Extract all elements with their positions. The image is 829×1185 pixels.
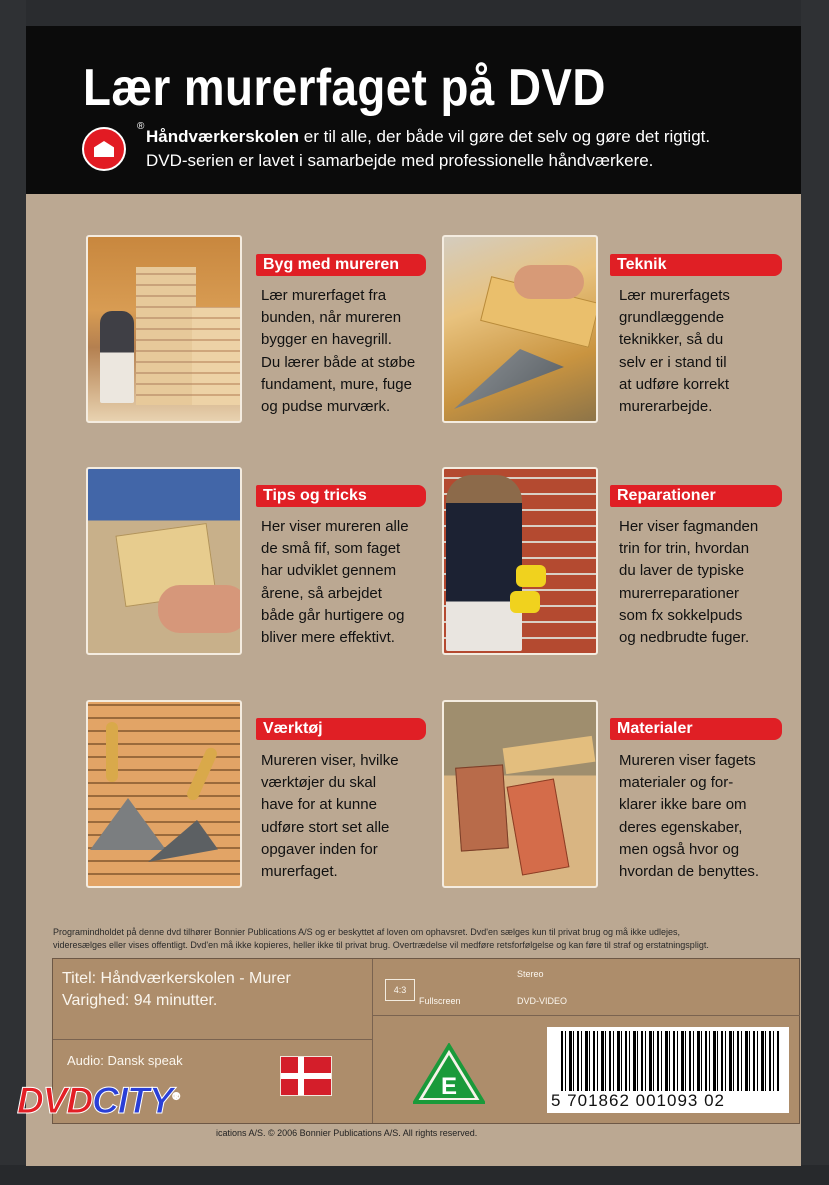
panel-title: Tips og tricks — [256, 485, 426, 507]
panel-description — [261, 285, 415, 418]
legal-line: Programindholdet på denne dvd tilhører Bonnier Publications A/S og er beskyttet af loven om ophavsret. Dvd'en sælges kun til privat brug og må ikke udlejes, — [53, 927, 681, 937]
panel-title: Teknik — [610, 254, 782, 276]
desc-line: bygger en havegrill. — [261, 331, 392, 349]
desc-line: teknikker, så du — [619, 331, 724, 349]
desc-line: som fx sokkelpuds — [619, 606, 743, 624]
panel-title: Byg med mureren — [256, 254, 426, 276]
desc-line: Mureren viser fagets — [619, 752, 756, 769]
desc-line: deres egenskaber, — [619, 818, 743, 836]
desc-line: årene, så arbejdet — [261, 584, 382, 602]
panel-description — [261, 750, 399, 883]
rating-e-icon — [413, 1043, 485, 1105]
panel-title: Reparationer — [610, 485, 782, 507]
case-left-edge — [0, 0, 26, 1185]
desc-line: har udviklet gennem — [261, 562, 397, 580]
desc-line: trin for trin, hvordan — [619, 540, 750, 558]
tagline-2: DVD-serien er lavet i samarbejde med professionelle håndværkere. — [146, 151, 654, 170]
watermark-part2: CITY — [92, 1080, 173, 1121]
case-right-edge — [801, 0, 829, 1185]
desc-line: men også hvor og — [619, 840, 740, 858]
photo-materials — [442, 700, 598, 888]
barcode-bars — [561, 1031, 779, 1091]
legal-line: videresælges eller vises offentligt. Dvd'en må ikke kopieres, heller ikke til privat brug. Overtrædelse vil medføre retsforfølgelse og kan føre til straf og erstatningspligt. — [53, 940, 709, 950]
barcode-number: 5 701862 001093 02 — [551, 1091, 725, 1110]
copyright: ications A/S. © 2006 Bonnier Publications A/S. All rights reserved. — [216, 1128, 478, 1138]
panel-title: Værktøj — [256, 718, 426, 740]
desc-line: hvordan de benyttes. — [619, 863, 760, 881]
desc-line: at udføre korrekt — [619, 375, 730, 393]
dvdcity-watermark — [17, 1080, 179, 1122]
panel-description — [261, 516, 409, 649]
desc-line: Lær murerfaget fra — [261, 287, 387, 304]
panel-description — [619, 516, 758, 649]
panel-description — [619, 285, 730, 418]
format-label: Fullscreen — [419, 996, 461, 1006]
info-audio: Audio: Dansk speak — [67, 1053, 183, 1068]
photo-grill — [86, 235, 242, 423]
disc-format-label: DVD-VIDEO — [517, 996, 568, 1006]
panel-description — [619, 750, 759, 883]
danish-flag-icon — [280, 1056, 332, 1096]
desc-line: murerarbejde. — [619, 398, 713, 416]
tagline-rest: er til alle, der både vil gøre det selv og gøre det rigtigt. — [299, 127, 711, 146]
photo-tools — [86, 700, 242, 888]
info-duration: Varighed: 94 minutter. — [62, 992, 218, 1009]
page-title: Lær murerfaget på DVD — [83, 59, 606, 117]
desc-line: du laver de typiske — [619, 562, 745, 580]
aspect-ratio-badge: 4:3 — [385, 979, 415, 1001]
desc-line: værktøjer du skal — [261, 774, 377, 792]
desc-line: og pudse murværk. — [261, 398, 391, 416]
desc-line: udføre stort set alle — [261, 818, 390, 836]
tagline-1 — [146, 127, 710, 147]
photo-repair — [442, 467, 598, 655]
desc-line: Mureren viser, hvilke — [261, 752, 399, 769]
desc-line: fundament, mure, fuge — [261, 375, 412, 393]
panel-title: Materialer — [610, 718, 782, 740]
desc-line: selv er i stand til — [619, 353, 727, 371]
rating-letter: E — [440, 1073, 458, 1100]
desc-line: bliver mere effektivt. — [261, 629, 395, 647]
desc-line: Lær murerfagets — [619, 287, 730, 304]
back-cover — [26, 26, 801, 1166]
info-title: Titel: Håndværkerskolen - Murer — [62, 970, 291, 987]
brand-logo-icon — [82, 127, 126, 171]
desc-line: bunden, når mureren — [261, 309, 402, 327]
desc-line: Du lærer både at støbe — [261, 353, 416, 371]
desc-line: have for at kunne — [261, 796, 377, 814]
watermark-part1: DVD — [17, 1080, 93, 1121]
desc-line: både går hurtigere og — [261, 606, 405, 624]
desc-line: opgaver inden for — [261, 840, 378, 858]
brand-name: Håndværkerskolen — [146, 127, 300, 146]
sound-label: Stereo — [517, 969, 544, 979]
desc-line: Her viser mureren alle — [261, 518, 409, 535]
desc-line: og nedbrudte fuger. — [619, 629, 750, 647]
desc-line: klarer ikke bare om — [619, 796, 747, 814]
desc-line: murerreparationer — [619, 584, 740, 602]
watermark-mark: ® — [172, 1091, 179, 1103]
desc-line: grundlæggende — [619, 309, 725, 327]
photo-trowel — [442, 235, 598, 423]
header-band — [26, 26, 801, 194]
case-bottom-edge — [0, 1165, 829, 1185]
photo-tips — [86, 467, 242, 655]
desc-line: materialer og for- — [619, 774, 734, 792]
barcode — [547, 1027, 789, 1113]
desc-line: murerfaget. — [261, 863, 338, 881]
legal-notice — [53, 926, 783, 952]
desc-line: de små fif, som faget — [261, 540, 401, 558]
desc-line: Her viser fagmanden — [619, 518, 759, 535]
registered-mark: ® — [137, 121, 145, 132]
case-top-edge — [0, 0, 829, 26]
